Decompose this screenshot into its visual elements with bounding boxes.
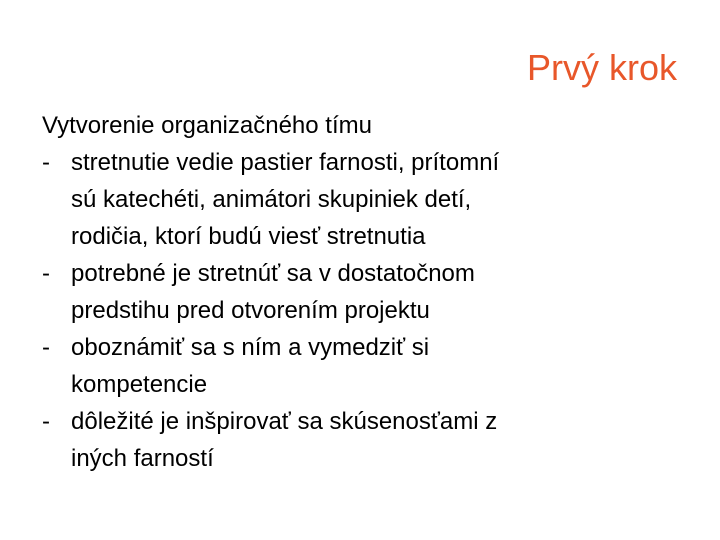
bullet-item [42,144,682,255]
bullet-marker: - [42,408,50,435]
bullet-item [42,255,682,329]
intro-heading: Vytvorenie organizačného tímu [42,112,372,139]
bullet-item [42,329,682,403]
bullet-line: predstihu pred otvorením projektu [71,297,430,324]
bullet-line: potrebné je stretnúť sa v dostatočnom [71,260,475,287]
slide-body [42,107,682,477]
bullet-list [42,144,682,477]
bullet-line: kompetencie [71,371,208,398]
bullet-line: sú katechéti, animátori skupiniek detí, [71,186,472,213]
bullet-line: dôležité je inšpirovať sa skúsenosťami z [71,408,498,435]
slide-title: Prvý krok [526,47,677,88]
bullet-marker: - [42,149,50,176]
bullet-line: stretnutie vedie pastier farnosti, prítomní [71,149,500,176]
bullet-line: rodičia, ktorí budú viesť stretnutia [71,223,426,250]
bullet-marker: - [42,334,50,361]
bullet-item [42,403,682,477]
bullet-marker: - [42,260,50,287]
bullet-line: oboznámiť sa s ním a vymedziť si [71,334,430,361]
bullet-line: iných farností [71,445,214,472]
